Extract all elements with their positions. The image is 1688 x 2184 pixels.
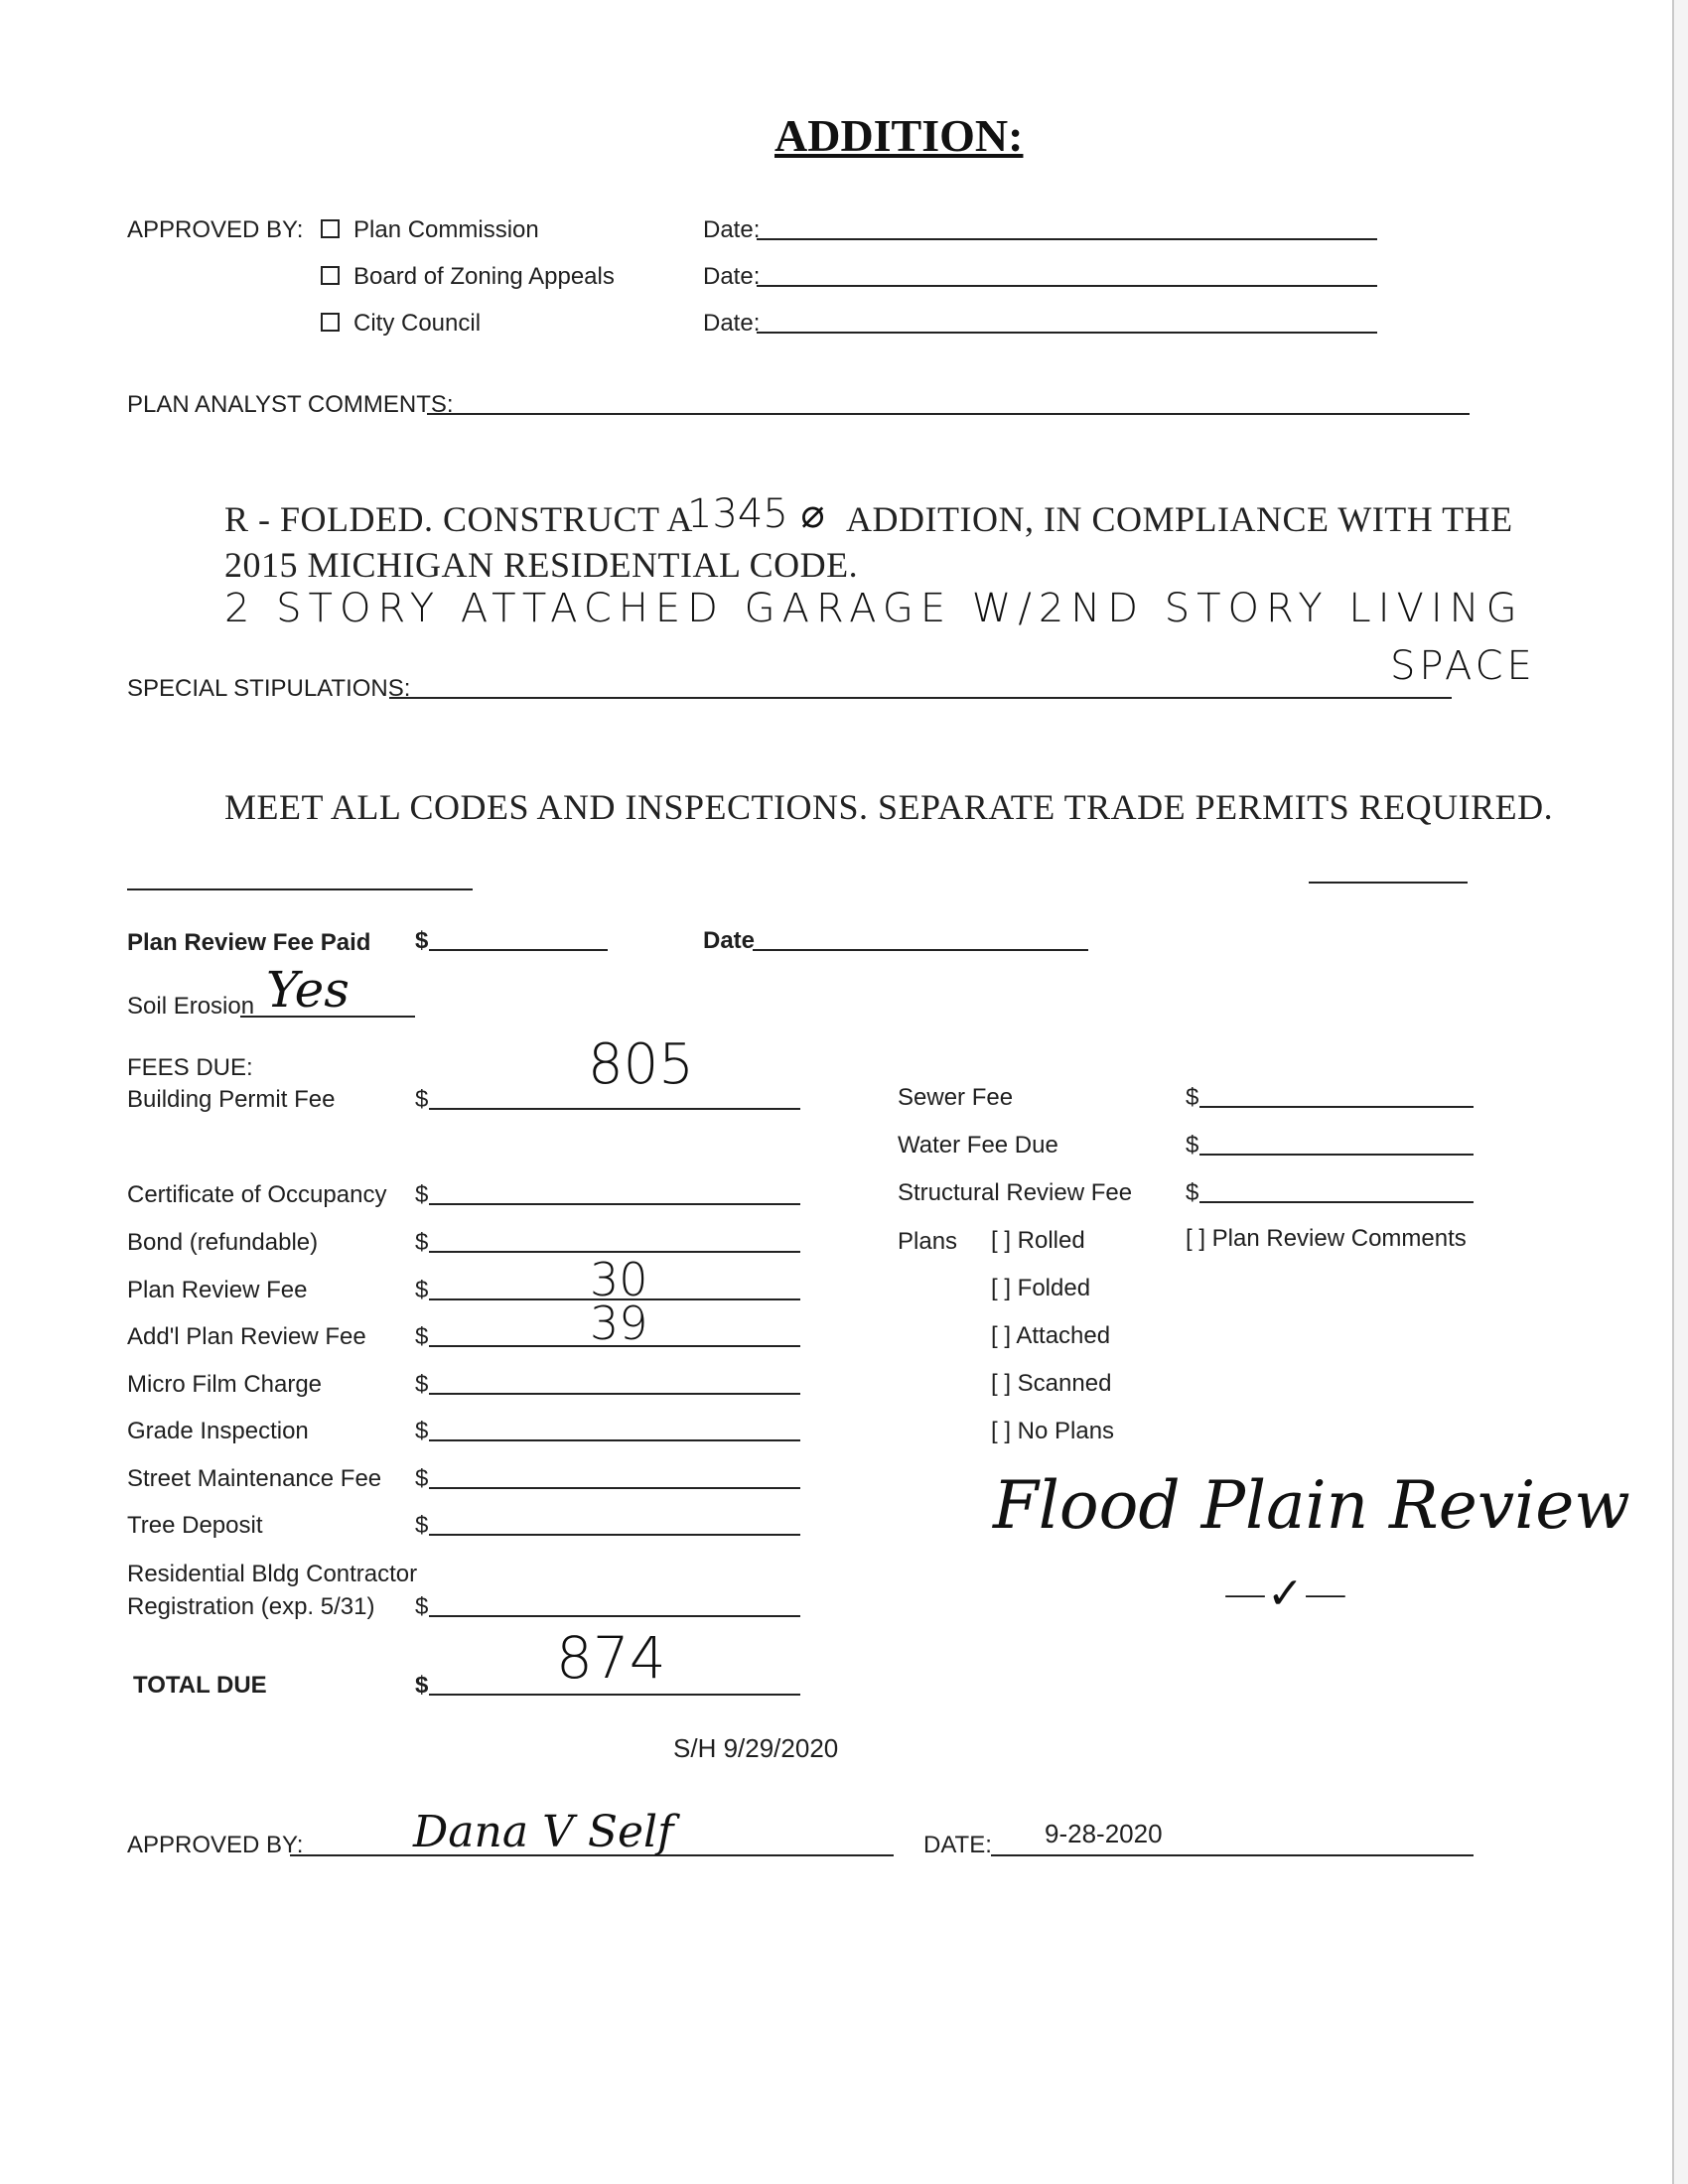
dollar-sign: $ bbox=[415, 1086, 429, 1113]
plans-option-no-plans[interactable]: [ ] No Plans bbox=[991, 1418, 1115, 1444]
divider-right bbox=[1309, 882, 1468, 884]
date-line[interactable] bbox=[757, 285, 1377, 287]
dollar-sign: $ bbox=[415, 1323, 429, 1350]
approval-label: Board of Zoning Appeals bbox=[353, 263, 615, 290]
fee-value-addl-plan-review: 39 bbox=[590, 1297, 648, 1350]
fee-label-bond: Bond (refundable) bbox=[127, 1229, 319, 1256]
right-fee-sewer: Sewer Fee bbox=[898, 1084, 1014, 1111]
dollar-sign: $ bbox=[1186, 1132, 1199, 1159]
fee-line-street-maintenance[interactable] bbox=[429, 1487, 800, 1489]
fees-due-label: FEES DUE: bbox=[127, 1054, 253, 1081]
sh-date: S/H 9/29/2020 bbox=[673, 1733, 839, 1763]
approval-board-zoning bbox=[321, 263, 615, 291]
fee-label-tree-deposit: Tree Deposit bbox=[127, 1512, 263, 1539]
fee-label-building-permit: Building Permit Fee bbox=[127, 1086, 336, 1113]
dollar-sign: $ bbox=[415, 1181, 429, 1208]
approval-label: City Council bbox=[353, 310, 482, 337]
fee-label-addl-plan-review: Add'l Plan Review Fee bbox=[127, 1323, 366, 1350]
structural-fee-line[interactable] bbox=[1199, 1201, 1474, 1203]
fee-value-plan-review: 30 bbox=[590, 1253, 648, 1306]
special-stipulations-label: SPECIAL STIPULATIONS: bbox=[127, 675, 411, 702]
fee-label-certificate-occupancy: Certificate of Occupancy bbox=[127, 1181, 387, 1208]
approval-label: Plan Commission bbox=[353, 216, 539, 243]
fee-value-building-permit: 805 bbox=[588, 1032, 694, 1097]
dollar-sign: $ bbox=[415, 1229, 429, 1256]
date-label: Date: bbox=[703, 310, 761, 337]
fee-line-building-permit[interactable] bbox=[429, 1108, 800, 1110]
stipulations-line[interactable] bbox=[389, 697, 1452, 699]
date-line[interactable] bbox=[757, 332, 1377, 334]
right-fee-water: Water Fee Due bbox=[898, 1132, 1058, 1159]
soil-erosion-value: Yes bbox=[266, 961, 350, 1019]
checkbox-city-council[interactable] bbox=[321, 313, 340, 332]
approved-by-bottom-label: APPROVED BY: bbox=[127, 1832, 304, 1858]
check-mark: —✓— bbox=[1223, 1569, 1347, 1619]
divider-left bbox=[127, 888, 473, 890]
plans-option-rolled[interactable]: [ ] Rolled bbox=[991, 1227, 1085, 1254]
fee-label-street-maintenance: Street Maintenance Fee bbox=[127, 1465, 382, 1492]
date-line[interactable] bbox=[757, 238, 1377, 240]
comment-line-1b: ADDITION, IN COMPLIANCE WITH THE bbox=[846, 499, 1513, 539]
page-title: ADDITION: bbox=[774, 110, 1024, 161]
page-edge bbox=[1672, 0, 1674, 2184]
date-bottom-label: DATE: bbox=[923, 1832, 992, 1858]
fee-label-grade-inspection: Grade Inspection bbox=[127, 1418, 309, 1444]
dollar-sign: $ bbox=[415, 1593, 429, 1620]
plan-analyst-comments-label: PLAN ANALYST COMMENTS: bbox=[127, 391, 454, 418]
comment-line-2: 2015 MICHIGAN RESIDENTIAL CODE. bbox=[224, 545, 859, 585]
date-bottom-value: 9-28-2020 bbox=[1045, 1819, 1163, 1848]
approval-city-council bbox=[321, 310, 481, 338]
total-due-line[interactable] bbox=[429, 1694, 800, 1696]
plans-option-folded[interactable]: [ ] Folded bbox=[991, 1275, 1091, 1301]
plan-review-comments-option[interactable]: [ ] Plan Review Comments bbox=[1186, 1225, 1467, 1252]
total-due-value: 874 bbox=[556, 1624, 666, 1692]
dollar-sign: $ bbox=[1186, 1084, 1199, 1111]
signature: Dana V Self bbox=[413, 1807, 674, 1857]
dollar-sign: $ bbox=[415, 1277, 429, 1303]
dollar-sign: $ bbox=[415, 1418, 429, 1444]
comments-line[interactable] bbox=[427, 413, 1470, 415]
plans-option-attached[interactable]: [ ] Attached bbox=[991, 1322, 1111, 1349]
fee-line-contractor-registration[interactable] bbox=[429, 1615, 800, 1617]
dollar-sign: $ bbox=[415, 1465, 429, 1492]
approval-plan-commission bbox=[321, 216, 539, 244]
plans-label: Plans bbox=[898, 1228, 958, 1255]
approved-by-label: APPROVED BY: bbox=[127, 216, 304, 243]
fee-line-micro-film[interactable] bbox=[429, 1393, 800, 1395]
dollar-sign: $ bbox=[415, 1371, 429, 1398]
fee-label-plan-review: Plan Review Fee bbox=[127, 1277, 308, 1303]
right-fee-structural: Structural Review Fee bbox=[898, 1179, 1133, 1206]
plans-option-scanned[interactable]: [ ] Scanned bbox=[991, 1370, 1112, 1397]
dollar-sign: $ bbox=[415, 1672, 429, 1699]
fee-line-certificate-occupancy[interactable] bbox=[429, 1203, 800, 1205]
dollar-sign: $ bbox=[1186, 1179, 1199, 1206]
fee-date-line[interactable] bbox=[753, 949, 1088, 951]
checkbox-plan-commission[interactable] bbox=[321, 219, 340, 238]
soil-erosion-label: Soil Erosion bbox=[127, 993, 255, 1020]
fee-label-micro-film: Micro Film Charge bbox=[127, 1371, 323, 1398]
date-label-fee: Date bbox=[703, 927, 756, 954]
dollar-sign: $ bbox=[415, 927, 429, 954]
date-label: Date: bbox=[703, 263, 761, 290]
total-due-label: TOTAL DUE bbox=[133, 1672, 267, 1699]
flood-plain-review-note: Flood Plain Review bbox=[993, 1467, 1630, 1544]
fee-line-tree-deposit[interactable] bbox=[429, 1534, 800, 1536]
comment-line-1a: R - FOLDED. CONSTRUCT A bbox=[224, 499, 693, 539]
handwritten-description: 2 STORY ATTACHED GARAGE W/2ND STORY LIVING bbox=[224, 586, 1524, 631]
handwritten-area: 1345 ⌀ bbox=[687, 491, 825, 537]
plan-review-fee-paid-label: Plan Review Fee Paid bbox=[127, 929, 371, 956]
date-label: Date: bbox=[703, 216, 761, 243]
plan-review-fee-paid-line[interactable] bbox=[429, 949, 608, 951]
dollar-sign: $ bbox=[415, 1512, 429, 1539]
handwritten-description-2: SPACE bbox=[1390, 643, 1536, 689]
date-bottom-line[interactable] bbox=[991, 1854, 1474, 1856]
sewer-fee-line[interactable] bbox=[1199, 1106, 1474, 1108]
water-fee-line[interactable] bbox=[1199, 1154, 1474, 1156]
fee-label-contractor-registration: Residential Bldg Contractor bbox=[127, 1561, 418, 1587]
stipulation-text: MEET ALL CODES AND INSPECTIONS. SEPARATE TRADE PERMITS REQUIRED. bbox=[224, 787, 1554, 827]
page-edge-shadow bbox=[1674, 0, 1688, 2184]
checkbox-board-zoning[interactable] bbox=[321, 266, 340, 285]
fee-line-grade-inspection[interactable] bbox=[429, 1439, 800, 1441]
fee-label-contractor-registration-2: Registration (exp. 5/31) bbox=[127, 1593, 375, 1620]
